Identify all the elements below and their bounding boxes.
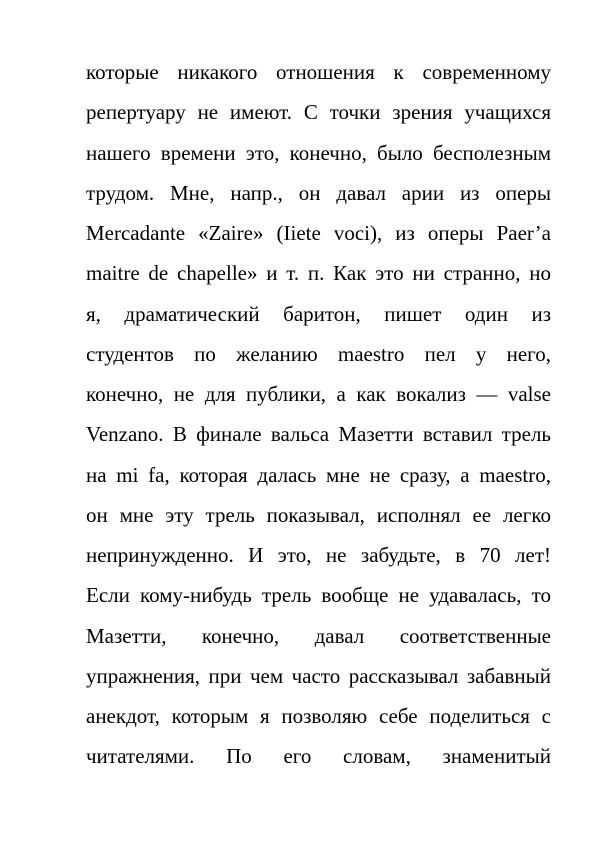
- text-line: упражнения, при чем часто рассказывал забавный: [86, 663, 551, 688]
- text-line: Если кому-нибудь трель вообще не удавалась, то: [86, 583, 551, 608]
- text-line: непринужденно. И это, не забудьте, в 70 лет!: [86, 543, 551, 567]
- text-line: которые никакого отношения к современному: [86, 60, 551, 84]
- text-line: трудом. Мне, напр., он давал арии из оперы: [86, 180, 551, 205]
- text-line: конечно, не для публики, а как вокализ — valse: [86, 382, 551, 406]
- text-line: нашего времени это, конечно, было бесполезным: [86, 140, 551, 165]
- text-line: анекдот, которым я позволяю себе поделиться с: [86, 704, 551, 728]
- text-line: я, драматический баритон, пишет один из: [86, 301, 551, 326]
- text-line: репертуару не имеют. С точки зрения учащихся: [86, 100, 551, 125]
- text-line: студентов по желанию maestro пел у него,: [86, 341, 551, 366]
- text-line: он мне эту трель показывал, исполнял ее легко: [86, 502, 551, 527]
- text-line: maitre de chapelle» и т. п. Как это ни странно, но: [86, 261, 551, 286]
- text-line: на mi fa, которая далась мне не сразу, а maestro,: [86, 462, 551, 487]
- text-line: Mercadante «Zaire» (Iiete voci), из оперы Paer’a: [86, 221, 551, 245]
- body-text: [86, 57, 551, 782]
- text-line: Мазетти, конечно, давал соответственные: [86, 623, 551, 648]
- text-line: читателями. По его словам, знаменитый: [86, 744, 551, 769]
- text-line: Venzano. В финале вальса Мазетти вставил трель: [86, 422, 551, 447]
